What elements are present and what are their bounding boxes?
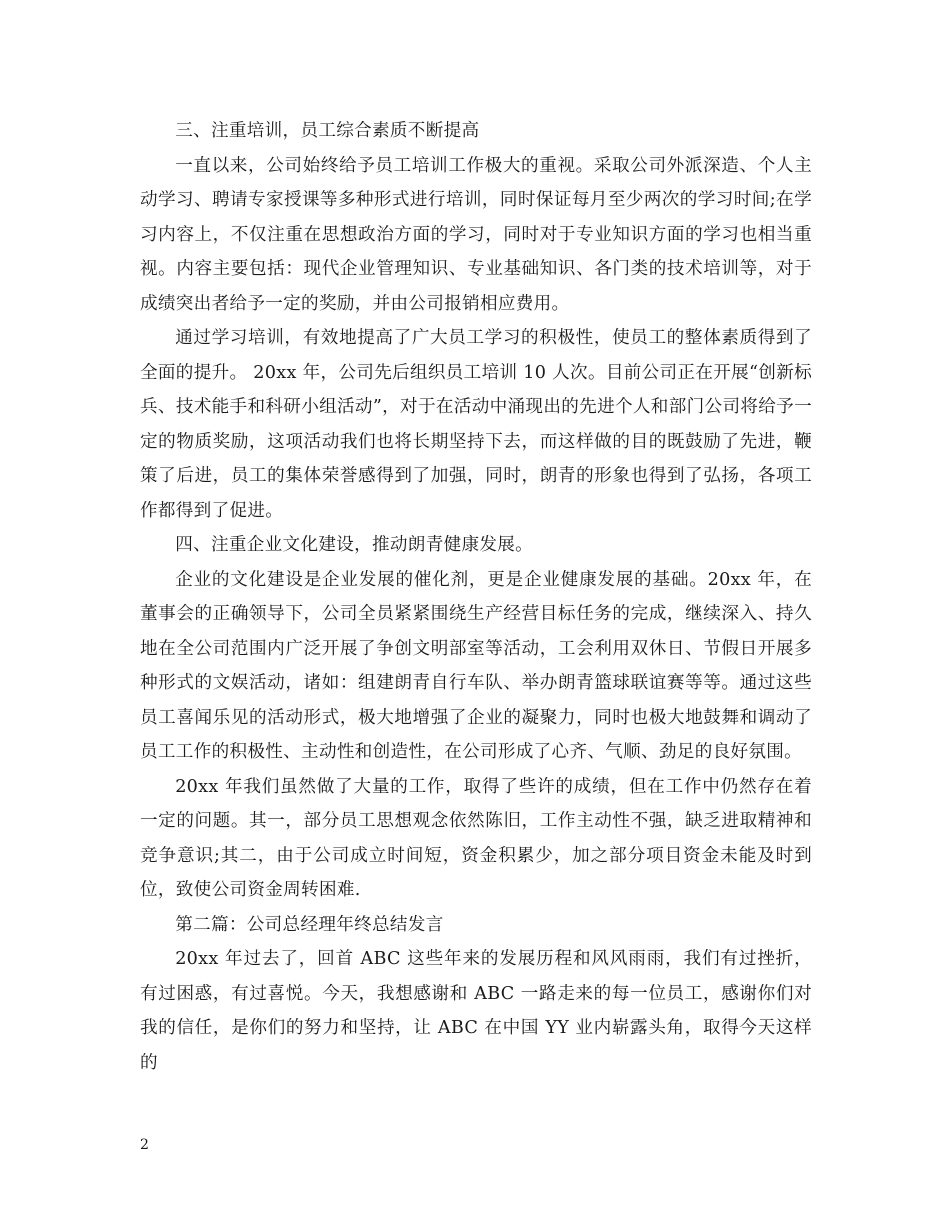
section-three-heading: 三、注重培训，员工综合素质不断提高 — [175, 121, 480, 141]
training-results-paragraph: 通过学习培训，有效地提高了广大员工学习的积极性，使员工的整体素质得到了全面的提升。 20xx 年，公司先后组织员工培训 10 人次。目前公司正在开展“创新标兵、技术能手和科研小组活动”，对于在活动中涌现出的先进个人和部门公司将给予一定的物质奖励，这项活动我们也将长期坚持下去，而这样做的目的既鼓励了先进，鞭策了后进，员工的集体荣誉感得到了加强，同时，朗青的形象也得到了弘扬，各项工作都得到了促进。 — [140, 328, 812, 521]
page-number: 2 — [140, 1137, 149, 1153]
speech-paragraph: 20xx 年过去了，回首 ABC 这些年来的发展历程和风风雨雨，我们有过挫折，有过困惑，有过喜悦。今天，我想感谢和 ABC 一路走来的每一位员工，感谢你们对我的信任，是你们的努力和坚持，让 ABC 在中国 YY 业内崭露头角，取得今天这样的 — [140, 949, 812, 1073]
culture-paragraph: 企业的文化建设是企业发展的催化剂，更是企业健康发展的基础。20xx 年，在董事会的正确领导下，公司全员紧紧围绕生产经营目标任务的完成，继续深入、持久地在全公司范围内广泛开展了争创文明部室等活动，工会利用双休日、节假日开展多种形式的文娱活动，诸如：组建朗青自行车队、举办朗青篮球联谊赛等等。通过这些员工喜闻乐见的活动形式，极大地增强了企业的凝聚力，同时也极大地鼓舞和调动了员工工作的积极性、主动性和创造性，在公司形成了心齐、气顺、劲足的良好氛围。 — [140, 569, 812, 762]
training-paragraph: 一直以来，公司始终给予员工培训工作极大的重视。采取公司外派深造、个人主动学习、聘请专家授课等多种形式进行培训，同时保证每月至少两次的学习时间;在学习内容上，不仅注重在思想政治方面的学习，同时对于专业知识方面的学习也相当重视。内容主要包括：现代企业管理知识、专业基础知识、各门类的技术培训等，对于成绩突出者给予一定的奖励，并由公司报销相应费用。 — [140, 155, 812, 314]
second-article-heading: 第二篇：公司总经理年终总结发言 — [175, 914, 444, 935]
problems-paragraph: 20xx 年我们虽然做了大量的工作，取得了些许的成绩，但在工作中仍然存在着一定的问题。其一，部分员工思想观念依然陈旧，工作主动性不强，缺乏进取精神和竞争意识;其二，由于公司成立时间短，资金积累少，加之部分项目资金未能及时到位，致使公司资金周转困难. — [140, 776, 812, 900]
section-four-heading: 四、注重企业文化建设，推动朗青健康发展。 — [175, 535, 534, 555]
document-body — [140, 114, 812, 1080]
